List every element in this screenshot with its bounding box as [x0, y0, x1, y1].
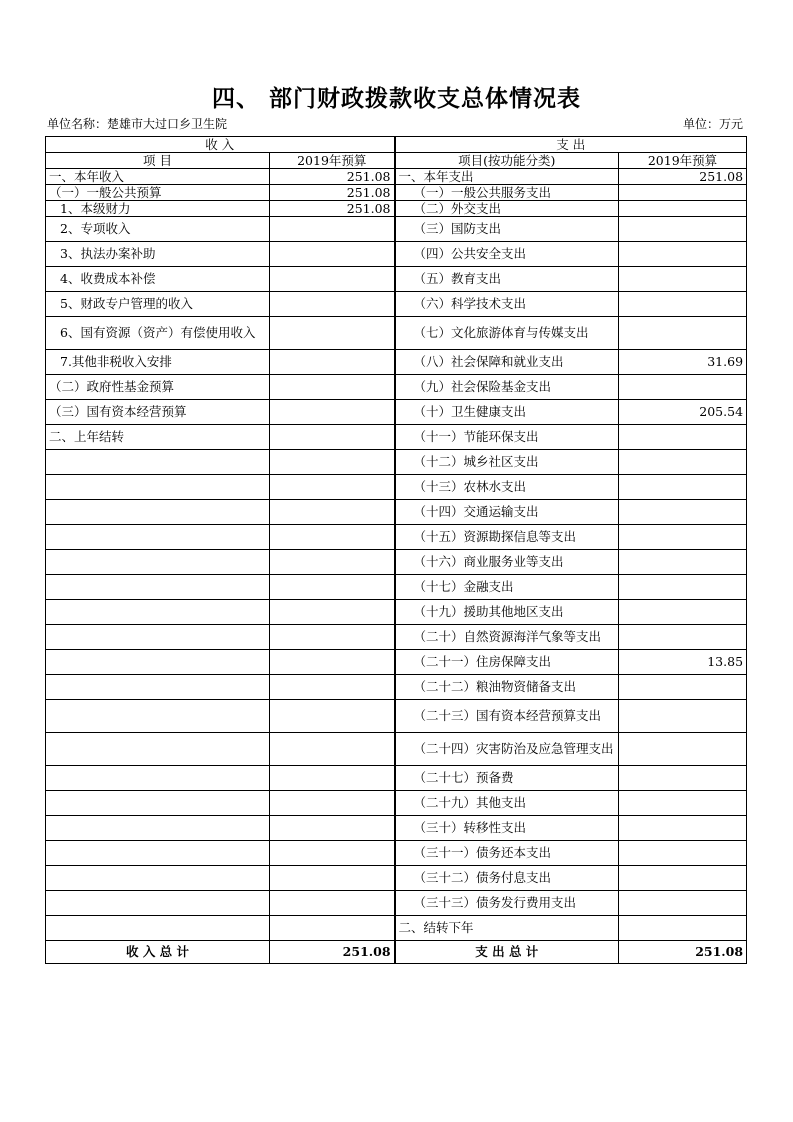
expense-budget-cell [619, 500, 747, 525]
table-row [46, 400, 747, 425]
income-budget-cell [270, 267, 395, 292]
income-budget-cell: 251.08 [270, 185, 395, 201]
income-budget-cell [270, 916, 395, 941]
table-row [46, 733, 747, 766]
income-budget-cell [270, 242, 395, 267]
income-budget-cell [270, 425, 395, 450]
income-budget-cell: 251.08 [270, 201, 395, 217]
income-item-cell: 3、执法办案补助 [46, 242, 270, 267]
table-row [46, 350, 747, 375]
expense-item-cell: 一、本年支出 [395, 169, 619, 185]
totals-row [46, 941, 747, 964]
expense-item-cell: （十二）城乡社区支出 [395, 450, 619, 475]
income-item-cell [46, 891, 270, 916]
expense-item-header: 项目(按功能分类) [395, 153, 619, 169]
income-item-cell: 二、上年结转 [46, 425, 270, 450]
income-item-cell [46, 700, 270, 733]
income-budget-header: 2019年预算 [270, 153, 395, 169]
header-row-sections [46, 137, 747, 153]
income-budget-cell [270, 766, 395, 791]
expense-budget-cell [619, 625, 747, 650]
expense-item-cell: （二十三）国有资本经营预算支出 [395, 700, 619, 733]
income-total-value: 251.08 [270, 941, 395, 964]
income-item-cell [46, 866, 270, 891]
income-item-cell [46, 450, 270, 475]
income-item-cell: 7.其他非税收入安排 [46, 350, 270, 375]
expense-item-cell: （三十三）债务发行费用支出 [395, 891, 619, 916]
income-budget-cell [270, 375, 395, 400]
income-item-cell: 1、本级财力 [46, 201, 270, 217]
income-item-cell: （一）一般公共预算 [46, 185, 270, 201]
income-item-cell [46, 916, 270, 941]
table-row [46, 625, 747, 650]
header-row-columns [46, 153, 747, 169]
income-item-cell [46, 733, 270, 766]
income-budget-cell [270, 866, 395, 891]
expense-budget-cell [619, 525, 747, 550]
expense-item-cell: （八）社会保障和就业支出 [395, 350, 619, 375]
expense-item-cell: （七）文化旅游体育与传媒支出 [395, 317, 619, 350]
expense-total-label: 支 出 总 计 [395, 941, 619, 964]
table-row [46, 791, 747, 816]
table-row [46, 916, 747, 941]
income-budget-cell [270, 475, 395, 500]
income-item-cell [46, 841, 270, 866]
expense-item-cell: （五）教育支出 [395, 267, 619, 292]
expense-budget-cell [619, 425, 747, 450]
table-row [46, 700, 747, 733]
expense-budget-cell [619, 891, 747, 916]
income-budget-cell [270, 891, 395, 916]
income-item-cell [46, 625, 270, 650]
income-budget-cell [270, 791, 395, 816]
income-item-cell [46, 816, 270, 841]
income-item-cell [46, 600, 270, 625]
income-budget-cell [270, 450, 395, 475]
expense-item-cell: （十六）商业服务业等支出 [395, 550, 619, 575]
expense-budget-cell [619, 475, 747, 500]
table-row [46, 185, 747, 201]
expense-total-value: 251.08 [619, 941, 747, 964]
expense-item-cell: （一）一般公共服务支出 [395, 185, 619, 201]
expense-budget-cell [619, 201, 747, 217]
expense-item-cell: （三十一）债务还本支出 [395, 841, 619, 866]
expense-item-cell: （三十二）债务付息支出 [395, 866, 619, 891]
income-item-cell [46, 475, 270, 500]
expense-item-cell: （二十四）灾害防治及应急管理支出 [395, 733, 619, 766]
income-item-cell: 一、本年收入 [46, 169, 270, 185]
table-row [46, 500, 747, 525]
table-row [46, 375, 747, 400]
income-item-cell [46, 525, 270, 550]
expense-budget-cell: 31.69 [619, 350, 747, 375]
expense-budget-cell: 205.54 [619, 400, 747, 425]
expense-budget-cell [619, 217, 747, 242]
expense-budget-cell [619, 267, 747, 292]
table-row [46, 525, 747, 550]
table-row [46, 242, 747, 267]
expense-budget-cell [619, 375, 747, 400]
expense-item-cell: （四）公共安全支出 [395, 242, 619, 267]
income-budget-cell [270, 600, 395, 625]
table-row [46, 317, 747, 350]
income-item-cell: 5、财政专户管理的收入 [46, 292, 270, 317]
income-budget-cell [270, 350, 395, 375]
income-budget-cell [270, 841, 395, 866]
income-item-cell [46, 500, 270, 525]
income-total-label: 收 入 总 计 [46, 941, 270, 964]
income-budget-cell [270, 292, 395, 317]
income-budget-cell [270, 816, 395, 841]
unit-label: 单位：万元 [682, 117, 743, 131]
expense-budget-cell [619, 450, 747, 475]
expense-budget-header: 2019年预算 [619, 153, 747, 169]
table-row [46, 450, 747, 475]
income-budget-cell [270, 217, 395, 242]
table-row [46, 891, 747, 916]
expense-item-cell: （三十）转移性支出 [395, 816, 619, 841]
table-row [46, 425, 747, 450]
table-row [46, 475, 747, 500]
expense-budget-cell [619, 791, 747, 816]
expense-budget-cell [619, 700, 747, 733]
expense-budget-cell [619, 866, 747, 891]
expense-budget-cell [619, 733, 747, 766]
expense-item-cell: （十四）交通运输支出 [395, 500, 619, 525]
expense-item-cell: （十七）金融支出 [395, 575, 619, 600]
expense-item-cell: （二）外交支出 [395, 201, 619, 217]
expense-budget-cell [619, 675, 747, 700]
table-row [46, 550, 747, 575]
income-item-cell: 4、收费成本补偿 [46, 267, 270, 292]
income-item-cell [46, 766, 270, 791]
income-item-cell: （三）国有资本经营预算 [46, 400, 270, 425]
expense-section-header: 支 出 [395, 137, 747, 153]
table-row [46, 217, 747, 242]
table-row [46, 866, 747, 891]
expense-item-cell: （三）国防支出 [395, 217, 619, 242]
income-item-cell: （二）政府性基金预算 [46, 375, 270, 400]
expense-budget-cell [619, 816, 747, 841]
income-budget-cell: 251.08 [270, 169, 395, 185]
expense-item-cell: （十五）资源勘探信息等支出 [395, 525, 619, 550]
income-section-header: 收 入 [46, 137, 395, 153]
expense-budget-cell [619, 317, 747, 350]
page-title: 四、 部门财政拨款收支总体情况表 [211, 85, 581, 112]
income-item-cell [46, 550, 270, 575]
table-row [46, 600, 747, 625]
income-item-cell [46, 675, 270, 700]
table-row [46, 766, 747, 791]
expense-budget-cell [619, 575, 747, 600]
expense-item-cell: （十三）农林水支出 [395, 475, 619, 500]
income-item-header: 项 目 [46, 153, 270, 169]
income-item-cell [46, 650, 270, 675]
expense-item-cell: （二十九）其他支出 [395, 791, 619, 816]
expense-budget-cell [619, 600, 747, 625]
expense-budget-cell [619, 185, 747, 201]
income-budget-cell [270, 700, 395, 733]
table-row [46, 575, 747, 600]
table-row [46, 816, 747, 841]
income-budget-cell [270, 400, 395, 425]
expense-budget-cell [619, 292, 747, 317]
income-budget-cell [270, 625, 395, 650]
table-row [46, 841, 747, 866]
expense-budget-cell [619, 841, 747, 866]
income-budget-cell [270, 525, 395, 550]
income-budget-cell [270, 675, 395, 700]
income-budget-cell [270, 575, 395, 600]
income-budget-cell [270, 500, 395, 525]
income-item-cell [46, 575, 270, 600]
income-budget-cell [270, 317, 395, 350]
income-budget-cell [270, 733, 395, 766]
table-row [46, 169, 747, 185]
expense-budget-cell: 251.08 [619, 169, 747, 185]
table-row [46, 292, 747, 317]
expense-budget-cell [619, 916, 747, 941]
table-row [46, 201, 747, 217]
table-row [46, 650, 747, 675]
table-row [46, 267, 747, 292]
income-budget-cell [270, 550, 395, 575]
budget-table [45, 136, 747, 964]
expense-item-cell: 二、结转下年 [395, 916, 619, 941]
expense-item-cell: （十一）节能环保支出 [395, 425, 619, 450]
expense-item-cell: （十）卫生健康支出 [395, 400, 619, 425]
expense-item-cell: （十九）援助其他地区支出 [395, 600, 619, 625]
expense-item-cell: （六）科学技术支出 [395, 292, 619, 317]
expense-budget-cell [619, 242, 747, 267]
expense-budget-cell: 13.85 [619, 650, 747, 675]
expense-item-cell: （九）社会保险基金支出 [395, 375, 619, 400]
income-item-cell [46, 791, 270, 816]
expense-budget-cell [619, 766, 747, 791]
income-item-cell: 6、国有资源（资产）有偿使用收入 [46, 317, 270, 350]
unit-name: 单位名称：楚雄市大过口乡卫生院 [47, 117, 228, 131]
expense-item-cell: （二十七）预备费 [395, 766, 619, 791]
income-budget-cell [270, 650, 395, 675]
table-row [46, 675, 747, 700]
expense-item-cell: （二十二）粮油物资储备支出 [395, 675, 619, 700]
expense-budget-cell [619, 550, 747, 575]
expense-item-cell: （二十）自然资源海洋气象等支出 [395, 625, 619, 650]
income-item-cell: 2、专项收入 [46, 217, 270, 242]
expense-item-cell: （二十一）住房保障支出 [395, 650, 619, 675]
